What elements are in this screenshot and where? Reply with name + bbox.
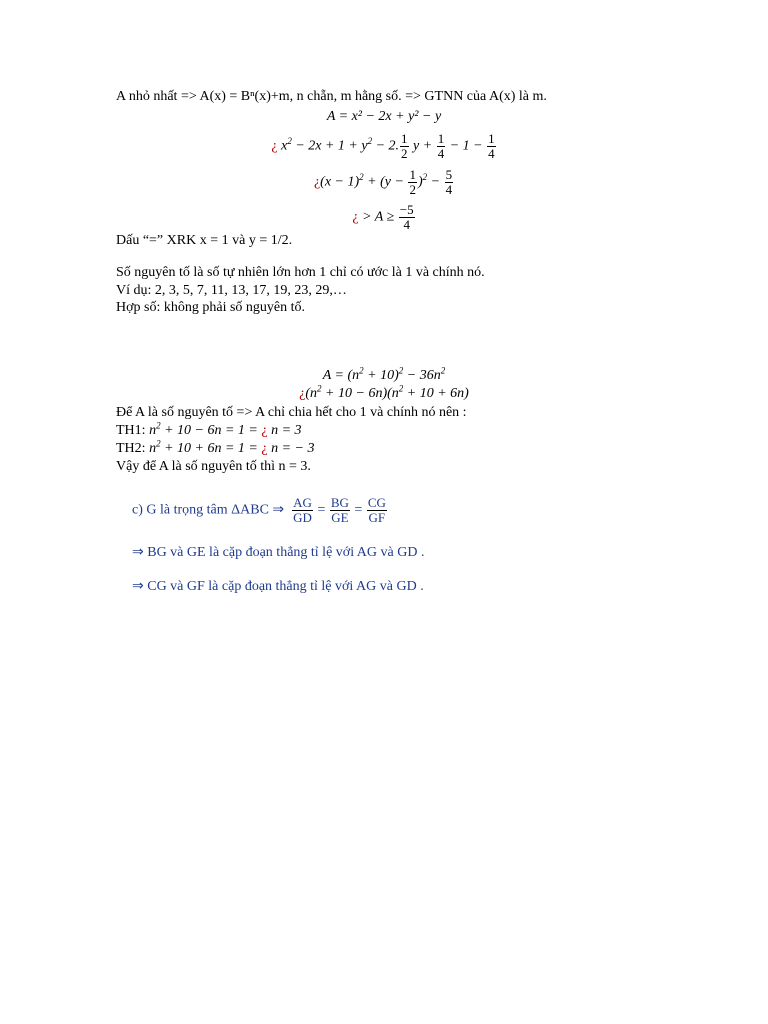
- prime-definition: Số nguyên tố là số tự nhiên lớn hơn 1 chỉ có ước là 1 và chính nó.: [116, 265, 485, 280]
- case-1-label: TH1:: [116, 423, 146, 438]
- equation-5: $A = (n^2 + 10)^2 - 36n^2$: [322, 365, 446, 383]
- ratio-statement-1: ⇒ BG và GE là cặp đoạn thẳng tỉ lệ với AG và GD .: [132, 545, 425, 560]
- ratio-statement-2: ⇒ CG và GF là cặp đoạn thẳng tỉ lệ với AG và GD .: [132, 579, 424, 594]
- centroid-prefix: c) G là trọng tâm ΔABC ⇒: [132, 502, 285, 518]
- case-2: TH2: $n^2 + 10 + 6n = 1$ = ¿ n = − 3: [116, 438, 315, 456]
- equation-4: ¿ > A ≥ $\frac{-5}{4}$: [352, 202, 414, 232]
- conclusion: Vậy để A là số nguyên tố thì n = 3.: [116, 459, 311, 474]
- intro-line: A nhỏ nhất => A(x) = Bⁿ(x)+m, n chẵn, m hằng số. => GTNN của A(x) là m.: [116, 89, 547, 104]
- prime-condition: Để A là số nguyên tố => A chỉ chia hết cho 1 và chính nó nên :: [116, 405, 467, 420]
- equality-condition: Dấu “=” XRK x = 1 và y = 1/2.: [116, 233, 293, 248]
- case-1: TH1: $n^2 + 10 - 6n = 1$ = ¿ n = 3: [116, 420, 302, 438]
- centroid-statement: c) G là trọng tâm ΔABC ⇒ $\frac{AG}{GD}$ = $\frac{BG}{GE}$ = $\frac{CG}{GF}$: [132, 495, 386, 525]
- composite-definition: Hợp số: không phải số nguyên tố.: [116, 300, 306, 315]
- equation-2: ¿ $x^2 - 2x + 1 + y^2 - 2$. $\frac{1}{2}$ y + $\frac{1}{4}$ − 1 − $\frac{1}{4}$: [271, 131, 495, 161]
- equation-3: ¿$(x - 1)^2 + (y$ − $\frac{1}{2}$ )$^2$ − $\frac{5}{4}$: [313, 167, 453, 197]
- case-2-label: TH2:: [116, 441, 146, 456]
- equation-6: ¿$(n^2 + 10 - 6n)(n^2 + 10 + 6n)$: [299, 383, 469, 401]
- equation-1: A = x² − 2x + y² − y: [326, 109, 442, 124]
- prime-examples: Ví dụ: 2, 3, 5, 7, 11, 13, 17, 19, 23, 29,…: [116, 283, 347, 298]
